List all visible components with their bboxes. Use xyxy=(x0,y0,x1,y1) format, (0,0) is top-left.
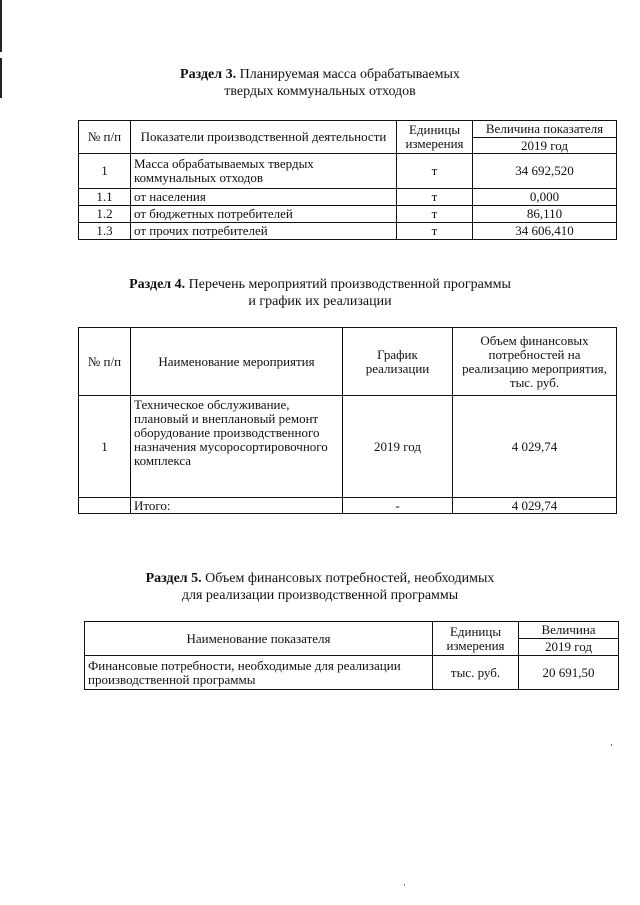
header-funding: Объем финансовых потребностей на реализацию мероприятия, тыс. руб. xyxy=(453,328,617,396)
table-row xyxy=(79,396,617,498)
row-unit: т xyxy=(397,223,473,240)
section3-title-line2: твердых коммунальных отходов xyxy=(224,84,416,99)
total-schedule: - xyxy=(343,498,453,514)
row-name: от бюджетных потребителей xyxy=(131,206,397,223)
row-num: 1.1 xyxy=(79,189,131,206)
total-row xyxy=(79,498,617,514)
row-num: 1 xyxy=(79,154,131,189)
row-name: Техническое обслуживание, плановый и внеплановый ремонт оборудование производственного назначения мусоросортировочного комплекса xyxy=(131,396,343,498)
section3-title-text: Планируемая масса обрабатываемых xyxy=(236,67,460,82)
row-funding: 4 029,74 xyxy=(453,396,617,498)
total-funding: 4 029,74 xyxy=(453,498,617,514)
header-name: Наименование показателя xyxy=(85,622,433,656)
table-row xyxy=(79,206,617,223)
table-row xyxy=(79,154,617,189)
row-name: от прочих потребителей xyxy=(131,223,397,240)
row-value: 34 606,410 xyxy=(473,223,617,240)
row-name: Финансовые потребности, необходимые для реализации производственной программы xyxy=(85,656,433,690)
section5-title xyxy=(0,570,640,604)
row-unit: т xyxy=(397,189,473,206)
total-num-cell xyxy=(79,498,131,514)
row-name: от населения xyxy=(131,189,397,206)
row-value: 86,110 xyxy=(473,206,617,223)
row-num: 1.2 xyxy=(79,206,131,223)
section3-title-line1 xyxy=(0,66,640,83)
row-value: 20 691,50 xyxy=(519,656,619,690)
row-num: 1 xyxy=(79,396,131,498)
header-value: Величина xyxy=(519,622,619,639)
row-unit: т xyxy=(397,154,473,189)
row-value: 34 692,520 xyxy=(473,154,617,189)
header-units: Единицы измерения xyxy=(433,622,519,656)
scan-speck xyxy=(404,884,405,886)
section3-table xyxy=(78,120,617,240)
header-schedule: График реализации xyxy=(343,328,453,396)
table-row xyxy=(79,223,617,240)
section5-title-line2: для реализации производственной программы xyxy=(181,588,459,603)
header-num: № п/п xyxy=(79,328,131,396)
row-name: Масса обрабатываемых твердых коммунальных отходов xyxy=(131,154,397,189)
total-label: Итого: xyxy=(131,498,343,514)
section5-table xyxy=(84,621,619,690)
header-value: Величина показателя xyxy=(473,121,617,138)
section4-title-text: Перечень мероприятий производственной программы xyxy=(185,277,511,292)
row-unit: тыс. руб. xyxy=(433,656,519,690)
table-row xyxy=(79,189,617,206)
section4-label: Раздел 4. xyxy=(129,277,186,292)
section4-title-line1 xyxy=(0,276,640,293)
row-num: 1.3 xyxy=(79,223,131,240)
section5-label: Раздел 5. xyxy=(145,571,202,586)
section5-title-line1 xyxy=(0,570,640,587)
table-row xyxy=(85,656,619,690)
section4-title xyxy=(0,276,640,310)
header-units: Единицы измерения xyxy=(397,121,473,154)
header-name: Наименование мероприятия xyxy=(131,328,343,396)
section4-table xyxy=(78,327,617,514)
section4-title-line2: и график их реализации xyxy=(248,294,392,309)
scan-speck xyxy=(611,744,612,746)
row-schedule: 2019 год xyxy=(343,396,453,498)
header-year: 2019 год xyxy=(519,639,619,656)
row-unit: т xyxy=(397,206,473,223)
header-year: 2019 год xyxy=(473,138,617,154)
header-indicator: Показатели производственной деятельности xyxy=(131,121,397,154)
row-value: 0,000 xyxy=(473,189,617,206)
section5-title-text: Объем финансовых потребностей, необходимых xyxy=(201,571,495,586)
section3-title xyxy=(0,66,640,100)
header-num: № п/п xyxy=(79,121,131,154)
scan-edge-mark xyxy=(0,0,2,52)
section3-label: Раздел 3. xyxy=(180,67,237,82)
